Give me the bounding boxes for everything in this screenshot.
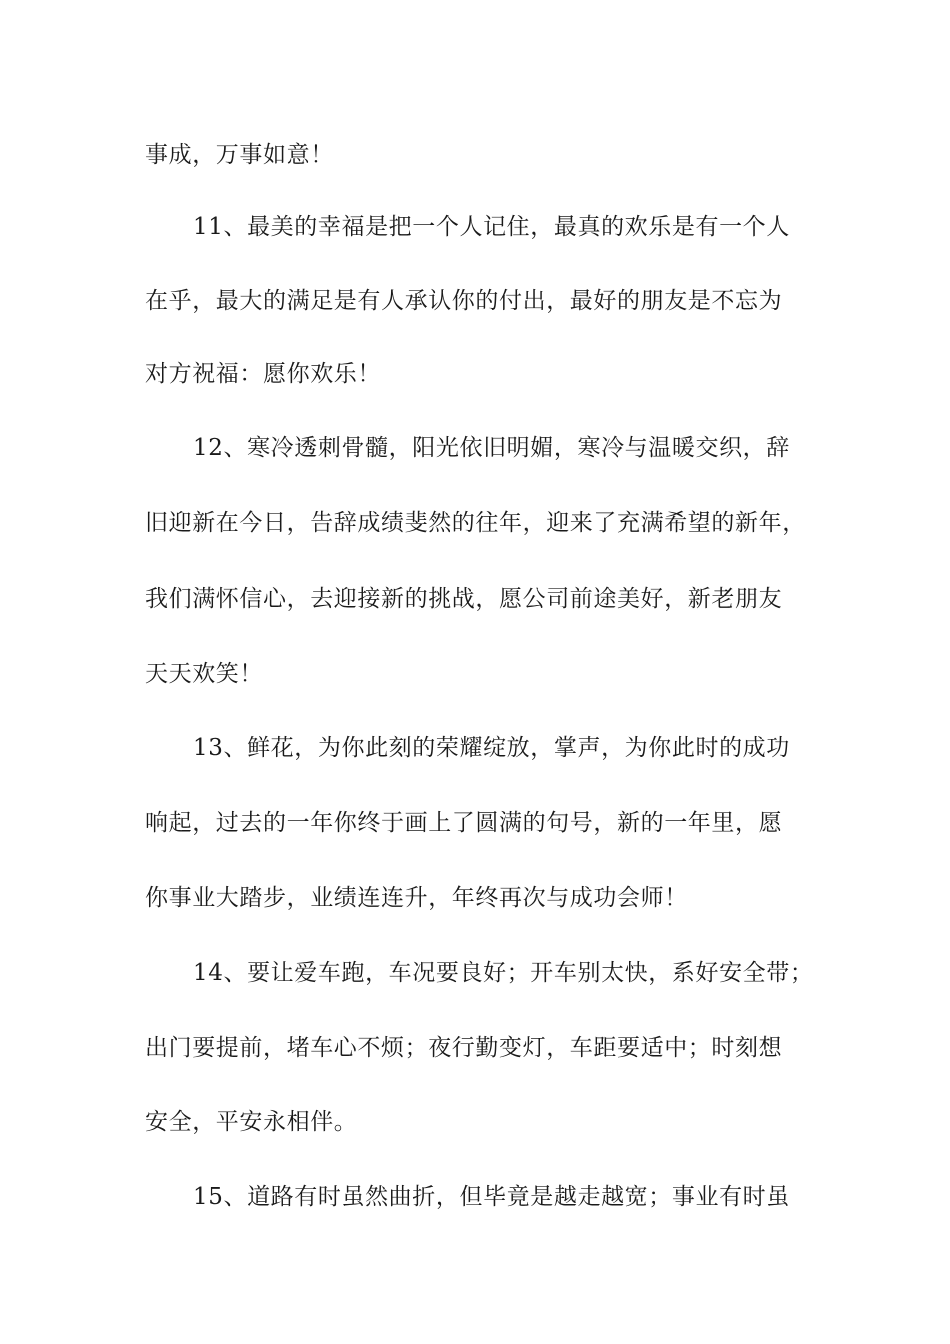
paragraph-11-line: 11、最美的幸福是把一个人记住，最真的欢乐是有一个人 xyxy=(193,214,790,240)
paragraph-13-line: 13、鲜花，为你此刻的荣耀绽放，掌声，为你此时的成功 xyxy=(193,735,790,761)
text-line: 出门要提前，堵车心不烦；夜行勤变灯，车距要适中；时刻想 xyxy=(145,1035,783,1061)
text-line: 响起，过去的一年你终于画上了圆满的句号，新的一年里，愿 xyxy=(145,810,783,836)
text-line: 我们满怀信心，去迎接新的挑战，愿公司前途美好，新老朋友 xyxy=(145,586,783,612)
text-line: 你事业大踏步，业绩连连升，年终再次与成功会师！ xyxy=(145,885,688,911)
text-line: 旧迎新在今日，告辞成绩斐然的往年，迎来了充满希望的新年， xyxy=(145,510,806,536)
text-line: 在乎，最大的满足是有人承认你的付出，最好的朋友是不忘为 xyxy=(145,288,783,314)
text-line: 事成，万事如意！ xyxy=(145,142,334,168)
paragraph-14-line: 14、要让爱车跑，车况要良好；开车别太快，系好安全带； xyxy=(193,960,814,986)
paragraph-12-line: 12、寒冷透刺骨髓，阳光依旧明媚，寒冷与温暖交织，辞 xyxy=(193,435,790,461)
text-line: 安全，平安永相伴。 xyxy=(145,1109,358,1135)
text-line: 天天欢笑！ xyxy=(145,661,263,687)
text-line: 对方祝福：愿你欢乐！ xyxy=(145,361,381,387)
paragraph-15-line: 15、道路有时虽然曲折，但毕竟是越走越宽；事业有时虽 xyxy=(193,1184,790,1210)
